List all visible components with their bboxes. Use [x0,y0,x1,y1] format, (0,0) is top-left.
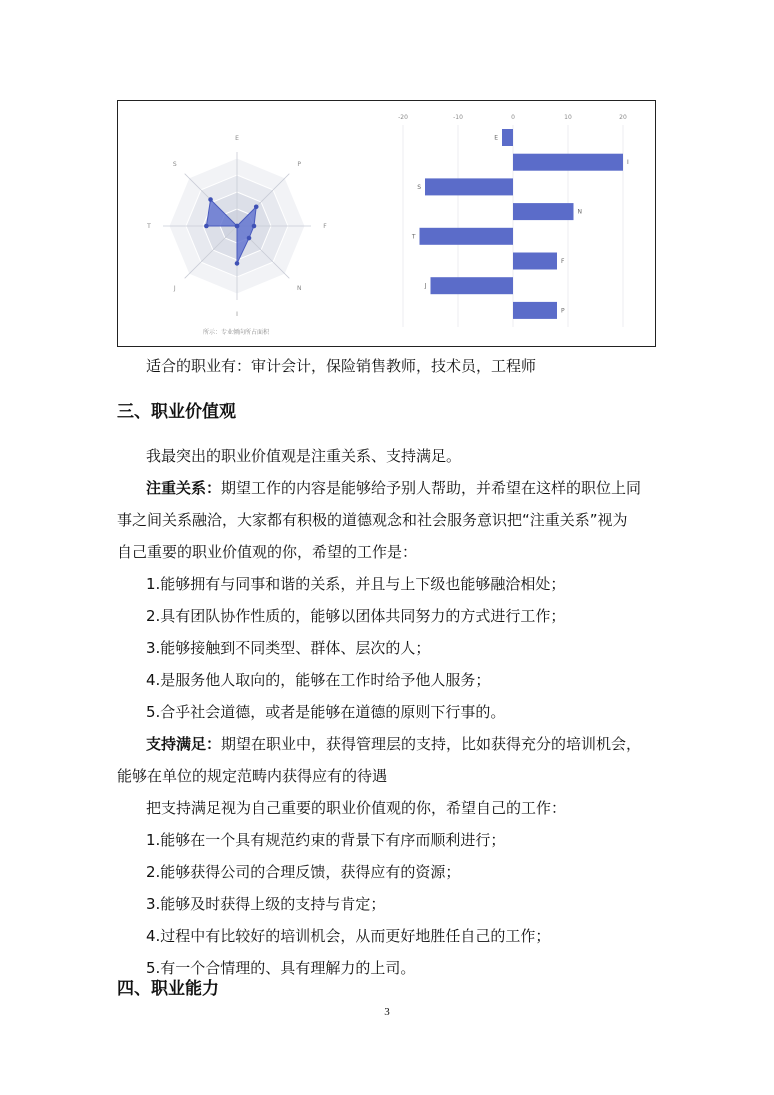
support-term: 支持满足： [146,735,222,753]
figure-frame [117,100,656,347]
bar-category-label: F [561,258,565,265]
bar-rect [513,302,557,319]
support-line1-text: 期望在职业中，获得管理层的支持，比如获得充分的培训机会， [221,735,642,753]
radar-point [204,224,209,229]
radar-caption: 所示：专业倾向所占面积 [202,329,270,336]
support-line1 [146,734,641,754]
support-item: 2.能够获得公司的合理反馈，获得应有的资源； [146,863,461,881]
support-line2: 能够在单位的规定范畴内获得应有的待遇 [117,767,388,785]
relation-line1-text: 期望工作的内容是能够给予别人帮助，并希望在这样的职位上同 [221,479,642,497]
bar-rect [431,277,514,294]
bar-rect [425,178,513,195]
bar-rect [513,203,574,220]
bar-tick-label: -20 [398,114,408,121]
bar-category-label: T [411,233,416,241]
bar-tick-label: 20 [619,114,627,121]
bar-category-label: J [424,282,427,290]
radar-axis-label: P [297,160,302,168]
relation-line3: 自己重要的职业价值观的你，希望的工作是： [117,543,418,561]
section4-title: 四、职业能力 [117,979,219,999]
relation-line1 [146,478,641,498]
page-number: 3 [384,1006,390,1018]
radar-axis-label: E [235,135,239,142]
bar-rect [513,253,557,270]
relation-item: 3.能够接触到不同类型、群体、层次的人； [146,639,431,657]
support-item: 1.能够在一个具有规范约束的背景下有序而顺利进行； [146,831,506,849]
bar-rect [502,129,513,146]
radar-point [254,204,259,209]
support-item: 5.有一个合情理的、具有理解力的上司。 [146,959,416,977]
radar-point [208,197,213,202]
relation-line2: 事之间关系融洽，大家都有积极的道德观念和社会服务意识把“注重关系”视为 [117,511,628,529]
bar-category-label: N [577,208,582,216]
bar-rect [513,154,623,171]
bar-tick-label: -10 [453,114,463,121]
bar-rect [420,228,514,245]
section3-title: 三、职业价值观 [117,402,236,422]
relation-item: 2.具有团队协作性质的，能够以团体共同努力的方式进行工作； [146,607,566,625]
radar-point [247,236,252,241]
relation-item: 4.是服务他人取向的，能够在工作时给予他人服务； [146,671,491,689]
radar-point [235,261,240,266]
radar-axis-label: J [173,285,176,293]
radar-point [235,224,240,229]
radar-axis-label: I [236,311,238,318]
radar-axis-label: T [147,223,151,230]
bar-category-label: I [627,159,629,167]
bar-tick-label: 10 [564,114,572,121]
careers-line: 适合的职业有：审计会计，保险销售教师，技术员，工程师 [146,357,537,375]
bar-category-label: E [494,134,498,142]
bar-category-label: P [561,307,565,315]
relation-item: 5.合乎社会道德，或者是能够在道德的原则下行事的。 [146,703,506,721]
bar-category-label: S [417,183,421,191]
radar-point [252,224,257,229]
section3-intro: 我最突出的职业价值观是注重关系、支持满足。 [146,447,462,465]
relation-item: 1.能够拥有与同事和谐的关系，并且与上下级也能够融洽相处； [146,575,566,593]
support-item: 4.过程中有比较好的培训机会，从而更好地胜任自己的工作； [146,927,551,945]
figure-charts [118,101,655,346]
relation-term: 注重关系： [146,479,222,497]
bar-tick-label: 0 [511,114,515,121]
support-line3: 把支持满足视为自己重要的职业价值观的你，希望自己的工作： [146,799,567,817]
radar-axis-label: S [172,160,177,168]
radar-axis-label: F [323,223,327,230]
support-item: 3.能够及时获得上级的支持与肯定； [146,895,386,913]
radar-axis-label: N [296,285,302,293]
